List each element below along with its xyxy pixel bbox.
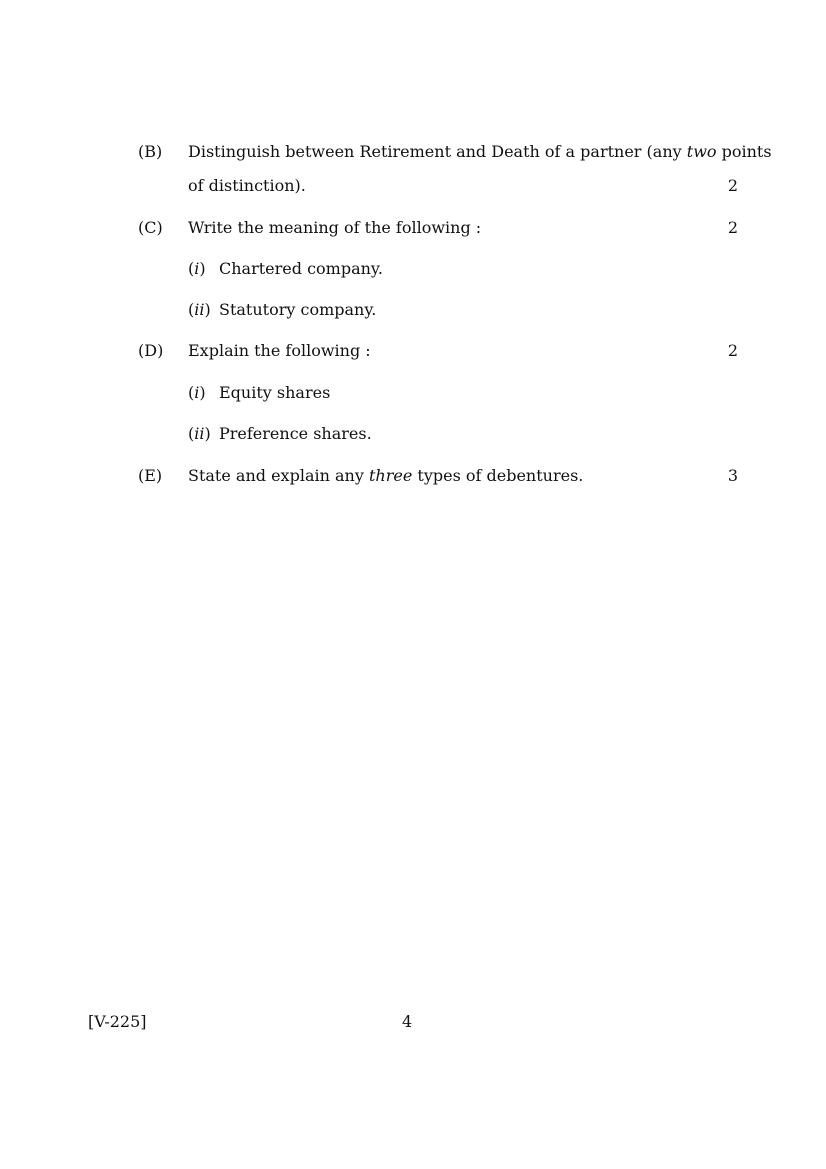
- question-c: [0, 216, 826, 240]
- sub-item-text: Preference shares.: [219, 424, 372, 443]
- sub-item: [0, 381, 826, 405]
- question-e: [0, 464, 826, 488]
- question-text: Explain the following :: [188, 341, 371, 360]
- page-number: 4: [402, 1012, 413, 1031]
- question-d: [0, 339, 826, 363]
- sub-item: [0, 298, 826, 322]
- sub-item-number: (i): [188, 383, 206, 402]
- question-b-line-1: [0, 140, 826, 164]
- question-label: (E): [138, 466, 163, 485]
- sub-item: [0, 257, 826, 281]
- question-label: (B): [138, 142, 163, 161]
- question-marks: 3: [727, 466, 738, 485]
- question-marks: 2: [727, 341, 738, 360]
- question-text: Write the meaning of the following :: [188, 218, 482, 237]
- question-text: of distinction).: [188, 176, 306, 195]
- question-label: (C): [138, 218, 163, 237]
- question-marks: 2: [727, 218, 738, 237]
- sub-item-text: Equity shares: [219, 383, 331, 402]
- sub-item-number: (ii): [188, 300, 211, 319]
- emphasis: two: [686, 142, 717, 161]
- sub-item-text: Statutory company.: [219, 300, 377, 319]
- emphasis: three: [368, 466, 413, 485]
- question-text: State and explain any three types of debentures.: [188, 466, 584, 485]
- paper-code: [V-225]: [88, 1012, 147, 1031]
- sub-item-number: (i): [188, 259, 206, 278]
- sub-item-number: (ii): [188, 424, 211, 443]
- question-text: Distinguish between Retirement and Death of a partner (any two points: [188, 142, 772, 161]
- question-marks: 2: [727, 176, 738, 195]
- question-b-line-2: [0, 174, 826, 198]
- question-label: (D): [138, 341, 164, 360]
- sub-item-text: Chartered company.: [219, 259, 383, 278]
- sub-item: [0, 422, 826, 446]
